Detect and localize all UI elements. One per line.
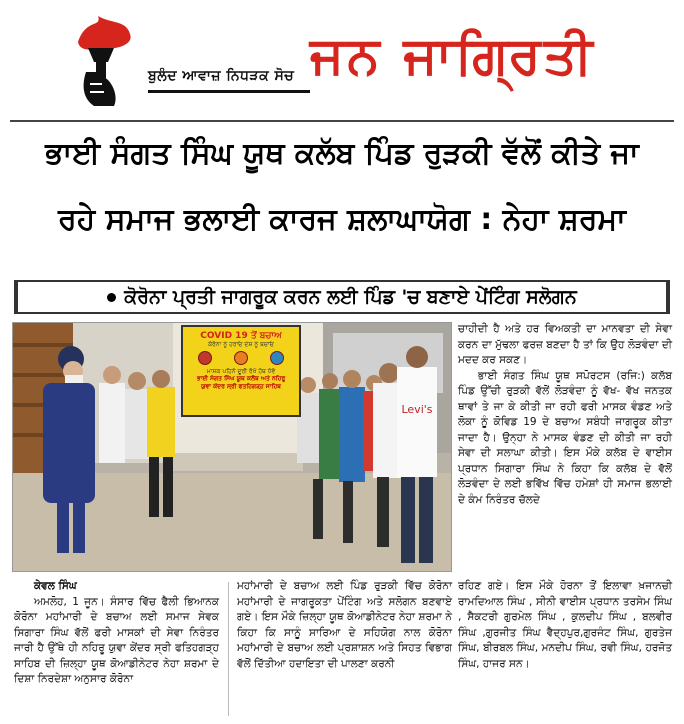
poster-line-1: ਕੋਰੋਨਾ ਨੂੰ ਹਰਾਓ ਦੇਸ਼ ਨੂੰ ਬਚਾਓ: [208, 341, 274, 348]
bullet-icon: [107, 293, 116, 302]
article-paragraph: ਅਮਲੋਹ, 1 ਜੂਨ। ਸੰਸਾਰ ਵਿੱਚ ਫੈਲੀ ਭਿਆਨਕ ਕੋਰੋਨਾ ਮਹਾਂਮਾਰੀ ਦੇ ਬਚਾਅ ਲਈ ਸਮਾਜ ਸੇਵਕ ਸਿਗਾਰਾ ਸਿੰਘ ਵੱਲੋਂ ਫਰੀ ਮਾਸਕਾਂ ਦੀ ਸੇਵਾ ਨਿਰੰਤਰ ਜਾਰੀ ਹੈ ਉੱਥੇ ਹੀ ਨਹਿਰੂ ਯੁਵਾ ਕੇਂਦਰ ਸ੍ਰੀ ਫਤਿਹਗੜ੍ਹ ਸਾਹਿਬ ਦੀ ਜ਼ਿਲ੍ਹਾ ਯੂਥ ਕੋਆਡੀਨੇਟਰ ਨੇਹਾ ਸ਼ਰਮਾ ਦੇ ਦਿਸ਼ਾ ਨਿਰਦੇਸ਼ਾ ਅਨੁਸਾਰ ਕੋਰੋਨਾ: [14, 595, 219, 685]
shirt-text: Levi's: [401, 403, 433, 416]
poster-icons: [187, 351, 295, 365]
article-column-1: [14, 579, 219, 688]
byline: ਕੇਵਲ ਸਿੰਘ: [34, 580, 77, 592]
column-divider: [228, 582, 229, 716]
headline-line-2: ਰਹੇ ਸਮਾਜ ਭਲਾਈ ਕਾਰਜ ਸ਼ਲਾਘਾਯੋਗ : ਨੇਹਾ ਸ਼ਰਮਾ: [58, 202, 626, 237]
masthead-tagline: ਬੁਲੰਦ ਆਵਾਜ਼ ਨਿਧੜਕ ਸੋਚ: [148, 68, 295, 84]
poster-line-2: ਮਾਸਕ ਪਹਿਨੋ ਦੂਰੀ ਰੱਖੋ ਹੱਥ ਧੋਵੋ: [206, 368, 276, 376]
article-column-3: [458, 579, 672, 672]
article-column-2: [237, 579, 452, 672]
poster-foot-1: ਭਾਈ ਸੰਗਤ ਸਿੰਘ ਯੂਥ ਕਲੱਬ ਅਤੇ ਨਹਿਰੂ: [196, 375, 286, 383]
torch-icon: [68, 14, 138, 114]
poster-title: COVID 19 ਤੋਂ ਬਚਾਅ: [200, 331, 282, 341]
article-paragraph: ਮਹਾਂਮਾਰੀ ਦੇ ਬਚਾਅ ਲਈ ਪਿੰਡ ਰੁੜਕੀ ਵਿੱਚ ਕੋਰੋਨਾ ਮਹਾਂਮਾਰੀ ਦੇ ਜਾਗਰੂਕਤਾ ਪੇਂਟਿੰਗ ਅਤੇ ਸਲੋਗਨ ਬਣਵਾਏ ਗਏ। ਇਸ ਮੌਕੇ ਜ਼ਿਲ੍ਹਾ ਯੂਥ ਕੋਆਡੀਨੇਟਰ ਨੇਹਾ ਸ਼ਰਮਾ ਨੇ ਕਿਹਾ ਕਿ ਸਾਨੂੰ ਸਾਰਿਆ ਦੇ ਸਹਿਯੋਗ ਨਾਲ ਕੋਰੋਨਾ ਮਹਾਂਮਾਰੀ ਦੇ ਬਚਾਅ ਲਈ ਪ੍ਰਸ਼ਾਸ਼ਨ ਅਤੇ ਸਿਹਤ ਵਿਭਾਗ ਵੱਲੋਂ ਦਿੱਤੀਆ ਹਦਾਇਤਾ ਦੀ ਪਾਲਣਾ ਕਰਨੀ: [237, 580, 452, 670]
covid-poster: [181, 325, 301, 417]
article-column-right: [458, 322, 672, 508]
article-paragraph: ਰਹਿਣ ਗਏ। ਇਸ ਮੌਕੇ ਹੋਰਨਾ ਤੋਂ ਇਲਾਵਾ ਖ਼ਜਾਨਚੀ ਰਾਮਦਿਆਲ ਸਿੰਘ , ਸੀਨੀ ਵਾਈਸ ਪ੍ਰਧਾਨ ਤਰਸੇਮ ਸਿੰਘ , ਸੈਕਟਰੀ ਗੁਰਮੇਲ ਸਿੰਘ , ਕੁਲਦੀਪ ਸਿੰਘ , ਬਲਵੀਰ ਸਿੰਘ ,ਗੁਰਜੀਤ ਸਿੰਘ ਵੈਦ੍ਹਪੁਰ,ਗੁਰਜੰਟ ਸਿੰਘ, ਗੁਰਤੇਜ ਸਿੰਘ, ਬੀਰਬਲ ਸਿੰਘ, ਮਨਦੀਪ ਸਿੰਘ, ਰਵੀ ਸਿੰਘ, ਹਰਜੋਤ ਸਿੰਘ, ਹਾਜਰ ਸਨ।: [458, 580, 672, 670]
masthead: [10, 6, 674, 116]
tagline-rule: [148, 90, 310, 93]
article-paragraph: ਭਾਈ ਸੰਗਤ ਸਿੰਘ ਯੂਥ ਸਪੋਰਟਸ (ਰਜਿ:) ਕਲੱਬ ਪਿੰਡ ਉੱਚੀ ਰੁੜਕੀ ਵੱਲੋਂ ਲੋੜਵੰਦਾ ਨੂੰ ਵੱਖ- ਵੱਖ ਜਨਤਕ ਥਾਵਾਂ ਤੇ ਜਾ ਕੇ ਕੀਤੀ ਜਾ ਰਹੀ ਫਰੀ ਮਾਸਕ ਵੰਡਣ ਅਤੇ ਲੋਕਾ ਨੂੰ ਕੋਵਿਡ 19 ਦੇ ਬਚਾਅ ਸਬੰਧੀ ਜਾਗਰੂਕ ਕੀਤਾ ਜਾਦਾ ਹੈ। ਉਨ੍ਹਾ ਨੇ ਮਾਸਕ ਵੰਡਣ ਦੀ ਕੀਤੀ ਜਾ ਰਹੀ ਸੇਵਾ ਦੀ ਸਲਾਘਾ ਕੀਤੀ। ਇਸ ਮੌਕੇ ਕਲੱਬ ਦੇ ਵਾਈਸ ਪ੍ਰਧਾਨ ਸਿਗਾਰਾ ਸਿੰਘ ਨੇ ਕਿਹਾ ਕਿ ਕਲੱਬ ਦੇ ਵੱਲੋਂ ਲੋੜਵੰਦਾ ਦੇ ਲਈ ਭਵਿੱਖ ਵਿੱਚ ਹਮੇਸ਼ਾਂ ਹੀ ਸਮਾਜ ਭਲਾਈ ਦੇ ਕੰਮ ਨਿਰੰਤਰ ਚੱਲਦੇ: [458, 369, 672, 506]
poster-foot-2: ਯੁਵਾ ਕੇਂਦਰ ਸ੍ਰੀ ਫਤਹਿਗੜ੍ਹ ਸਾਹਿਬ: [201, 382, 281, 390]
headline-line-1: ਭਾਈ ਸੰਗਤ ਸਿੰਘ ਯੂਥ ਕਲੱਬ ਪਿੰਡ ਰੁੜਕੀ ਵੱਲੋਂ ਕੀਤੇ ਜਾ: [45, 136, 639, 171]
subhead-box: [14, 280, 670, 314]
headline-block: [10, 120, 674, 270]
handwash-icon: [270, 351, 284, 365]
subhead: ਕੋਰੋਨਾ ਪ੍ਰਤੀ ਜਾਗਰੂਕ ਕਰਨ ਲਈ ਪਿੰਡ 'ਚ ਬਣਾਏ ਪੇਂਟਿੰਗ ਸਲੋਗਨ: [124, 286, 577, 308]
newspaper-name: ਜਨ ਜਾਗ੍ਰਿਤੀ: [310, 26, 596, 86]
virus-icon: [234, 351, 248, 365]
mask-icon: [198, 351, 212, 365]
news-photo: [12, 322, 452, 572]
article-paragraph: ਚਾਹੀਦੀ ਹੈ ਅਤੇ ਹਰ ਵਿਅਕਤੀ ਦਾ ਮਾਨਵਤਾ ਦੀ ਸੇਵਾ ਕਰਨ ਦਾ ਮੁੱਢਲਾ ਫਰਜ਼ ਬਣਦਾ ਹੈ ਤਾਂ ਕਿ ਉਹ ਲੋੜਵੰਦਾ ਦੀ ਮਦਦ ਕਰ ਸਕਣ।: [458, 323, 672, 366]
